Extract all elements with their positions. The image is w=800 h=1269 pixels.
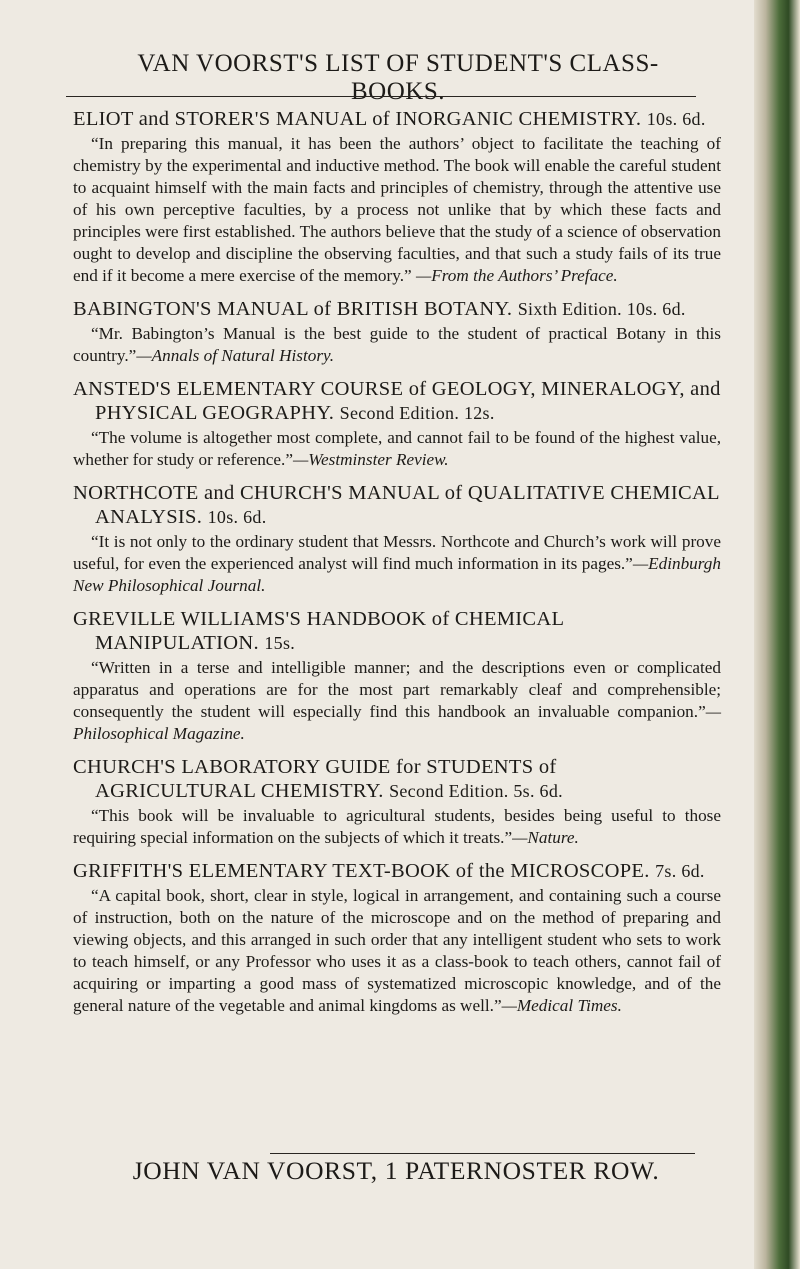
book-review [73, 531, 721, 597]
publisher-footer: JOHN VAN VOORST, 1 PATERNOSTER ROW. [132, 1156, 660, 1185]
book-title: NORTHCOTE and CHURCH'S MANUAL of QUALITATIVE CHEMICAL ANALYSIS. 10s. 6d. [73, 482, 720, 528]
review-source: —Medical Times. [501, 996, 622, 1015]
book-review [73, 885, 721, 1017]
book-details: Second Edition. 12s. [339, 403, 495, 423]
book-entry [73, 755, 721, 849]
book-details: 10s. 6d. [646, 109, 706, 129]
review-source: —Edinburgh New Philosophical Journal. [73, 554, 721, 595]
review-text: “Written in a terse and intelligible manner; and the descriptions even or complicated apparatus and operations are for the most part remarkably cleaf and comprehensible; consequently the student will especially find this handbook an invaluable companion.” [73, 658, 721, 721]
book-details: 10s. 6d. [207, 507, 267, 527]
book-title: ELIOT and STORER'S MANUAL of INORGANIC CHEMISTRY. 10s. 6d. [73, 108, 706, 130]
book-review [73, 657, 721, 745]
book-entry [73, 859, 721, 1017]
book-entry [73, 297, 721, 367]
book-review [73, 133, 721, 287]
review-source: —From the Authors’ Preface. [415, 266, 618, 285]
book-title: BABINGTON'S MANUAL of BRITISH BOTANY. Sixth Edition. 10s. 6d. [73, 298, 686, 320]
book-details: Second Edition. 5s. 6d. [389, 781, 563, 801]
book-title: GREVILLE WILLIAMS'S HANDBOOK of CHEMICAL MANIPULATION. 15s. [73, 608, 564, 654]
review-text: “Mr. Babington’s Manual is the best guide to the student of practical Botany in this country.” [73, 324, 721, 365]
book-entry [73, 377, 721, 471]
book-review [73, 805, 721, 849]
book-review [73, 323, 721, 367]
review-text: “A capital book, short, clear in style, logical in arrangement, and containing such a course of instruction, both on the nature of the microscope and on the method of preparing and viewing objects, and this arranged in such order that any intelligent student who sets to work to teach himself, or any Professor who uses it as a class-book to teach others, cannot fail of acquiring or imparting a good mass of systematized microscopic knowledge, and of the general nature of the vegetable and animal kingdoms as well.” [73, 886, 721, 1015]
book-details: 7s. 6d. [655, 861, 705, 881]
book-details: Sixth Edition. 10s. 6d. [517, 299, 686, 319]
review-source: —Annals of Natural History. [136, 346, 334, 365]
book-list [73, 107, 721, 1027]
book-entry [73, 481, 721, 597]
review-text: “The volume is altogether most complete, and cannot fail to be found of the highest value, whether for study or reference.” [73, 428, 721, 469]
review-text: “It is not only to the ordinary student that Messrs. Northcote and Church’s work will prove useful, for even the experienced analyst will find much information in its pages.” [73, 532, 721, 573]
footer-rule [270, 1153, 695, 1154]
review-text: “This book will be invaluable to agricultural students, besides being useful to those requiring special information on the subjects of which it treats.” [73, 806, 721, 847]
review-source: —Westminster Review. [292, 450, 449, 469]
page-edge-binding [754, 0, 800, 1269]
book-title: GRIFFITH'S ELEMENTARY TEXT-BOOK of the MICROSCOPE. 7s. 6d. [73, 860, 705, 882]
book-entry [73, 607, 721, 745]
book-details: 15s. [264, 633, 296, 653]
header-rule [66, 96, 696, 97]
book-review [73, 427, 721, 471]
review-source: —Philosophical Magazine. [73, 702, 721, 743]
book-title: CHURCH'S LABORATORY GUIDE for STUDENTS of AGRICULTURAL CHEMISTRY. Second Edition. 5s. 6d. [73, 756, 563, 802]
page-header: VAN VOORST'S LIST OF STUDENT'S CLASS-BOOKS. [137, 50, 659, 105]
book-entry [73, 107, 721, 287]
book-title: ANSTED'S ELEMENTARY COURSE of GEOLOGY, MINERALOGY, and PHYSICAL GEOGRAPHY. Second Edition. 12s. [73, 378, 721, 424]
review-text: “In preparing this manual, it has been the authors’ object to facilitate the teaching of chemistry by the experimental and inductive method. The book will enable the careful student to acquaint himself with the main facts and principles of chemistry, through the attentive use of his own perceptive faculties, by a process not unlike that by which these facts and principles were first established. The authors believe that the study of a science of observation ought to develop and discipline the observing faculties, and that such a study fails of its true end if it become a mere exercise of the memory.” [73, 134, 721, 285]
review-source: —Nature. [512, 828, 579, 847]
